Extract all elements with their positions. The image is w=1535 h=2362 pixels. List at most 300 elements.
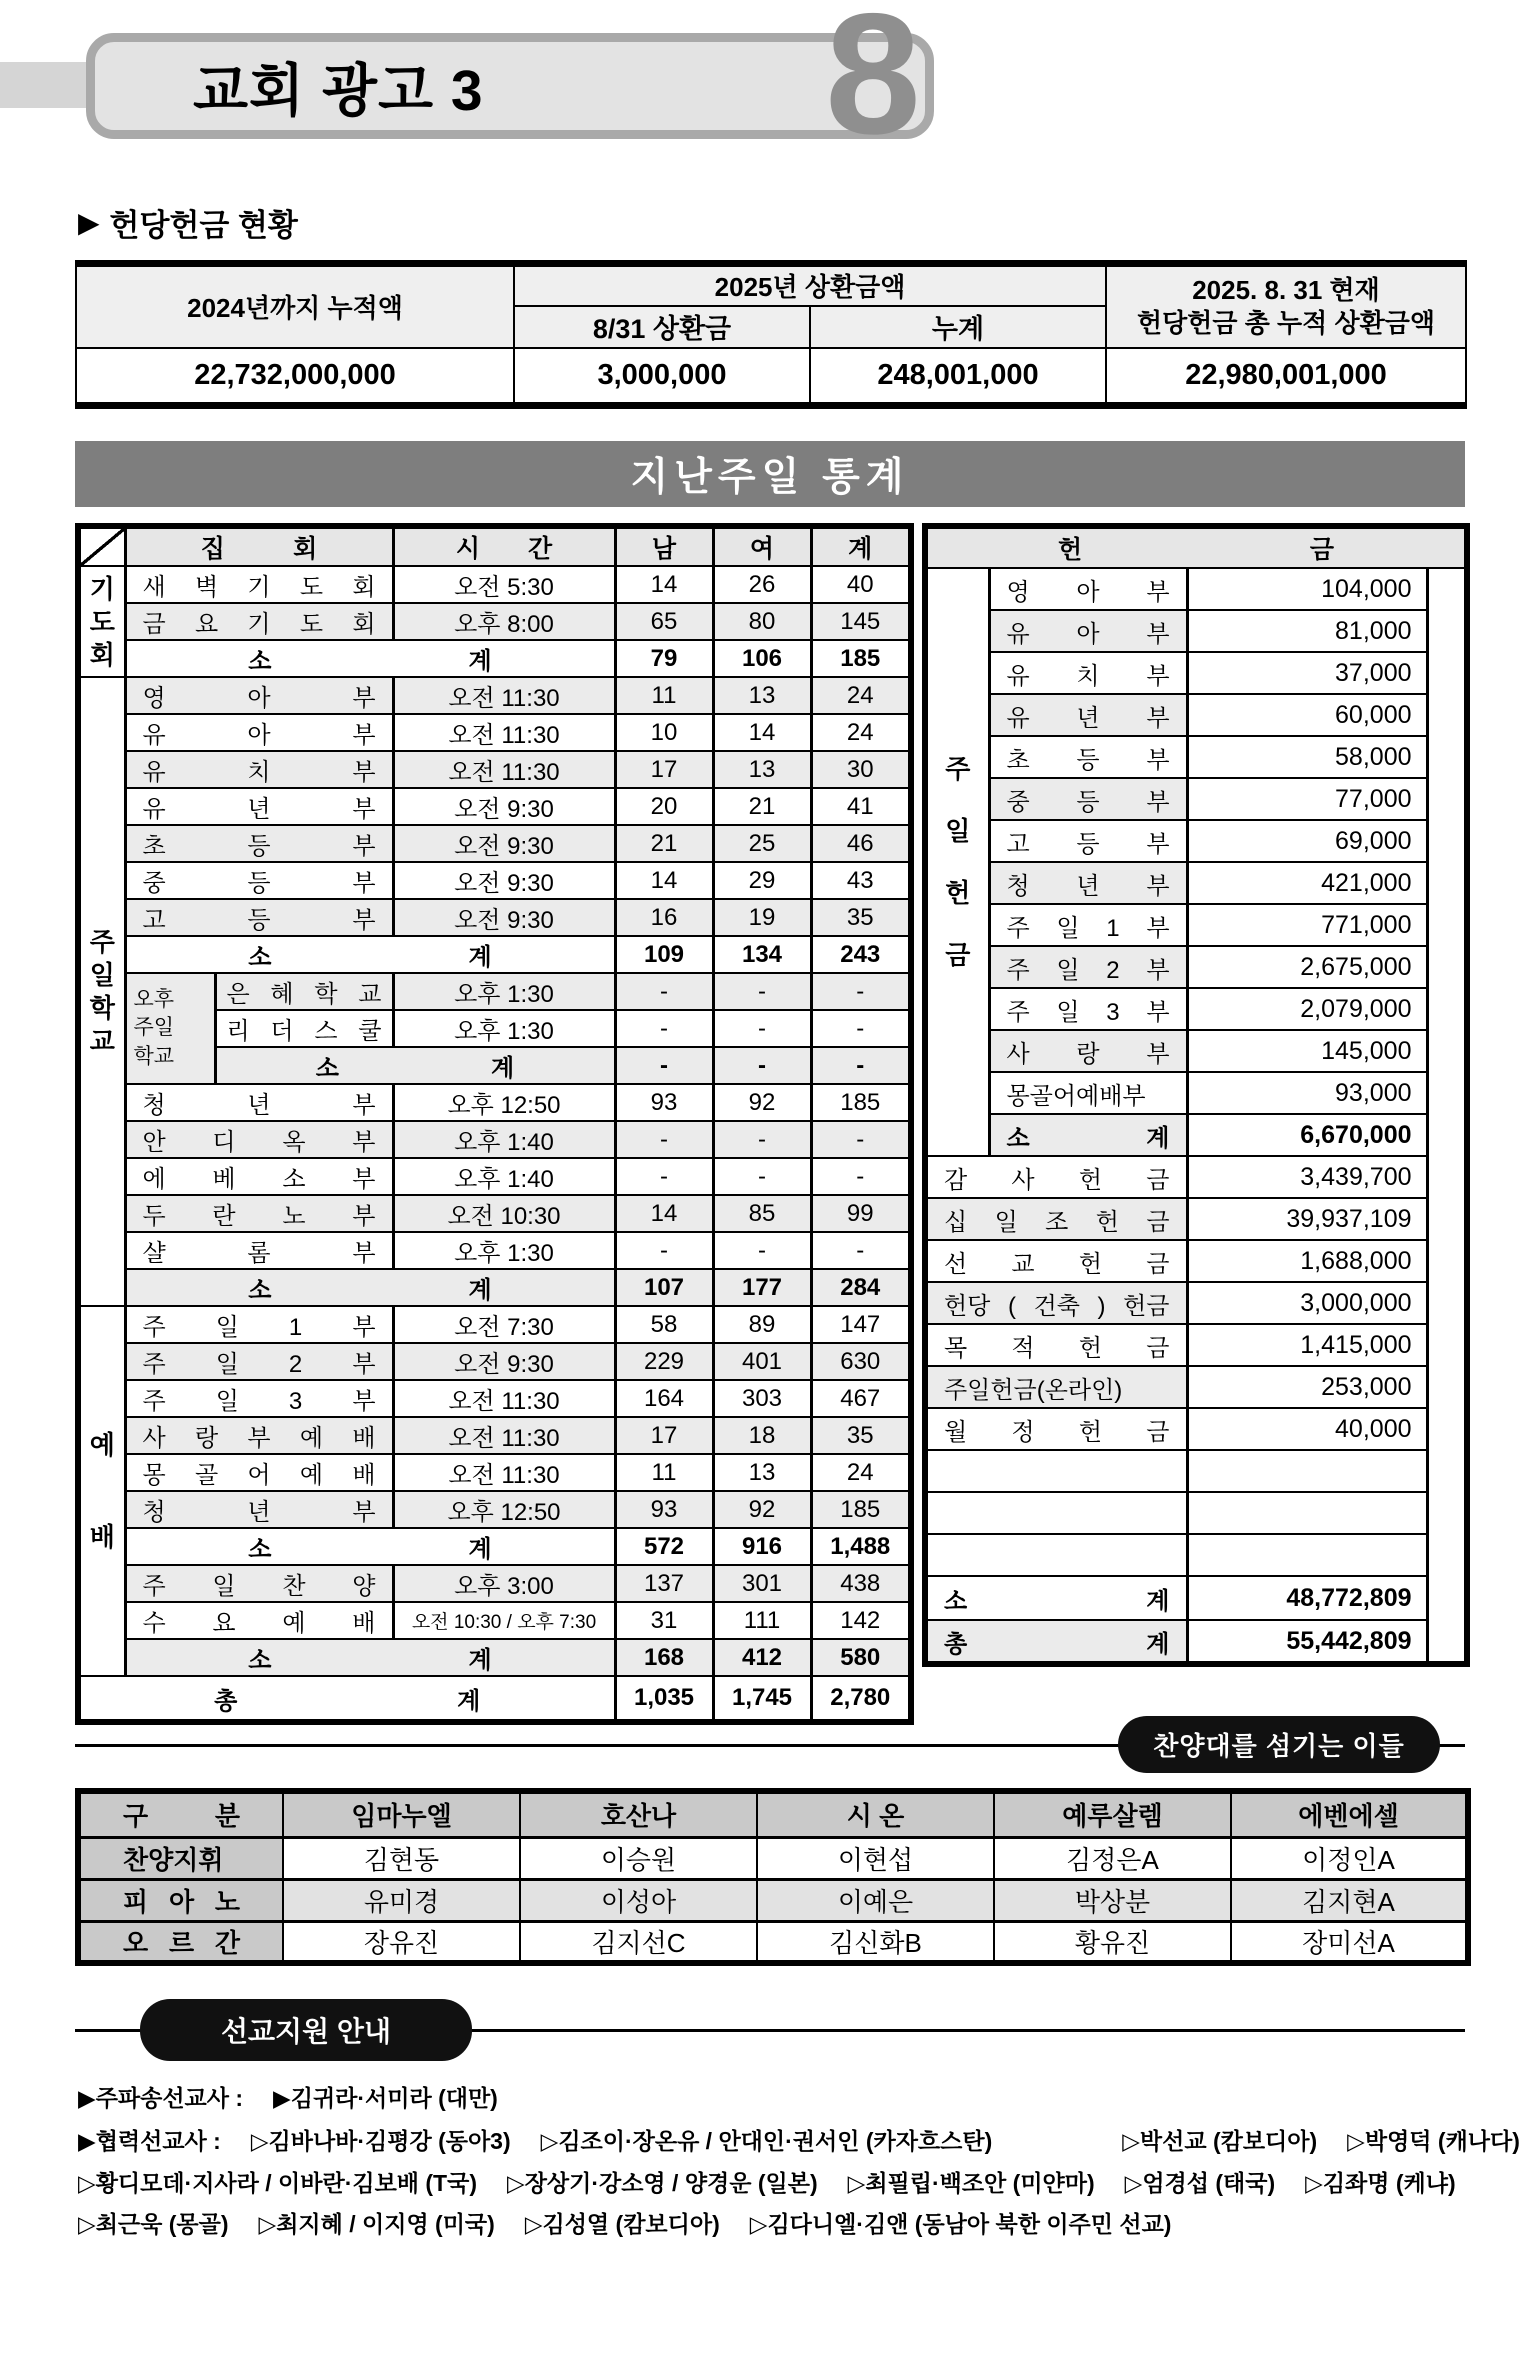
choir-header-team: 에벤에셀 <box>1231 1791 1468 1837</box>
offering-label-cell: 유 년 부 <box>989 694 1187 736</box>
meeting-label-cell: 유 치 부 <box>125 751 393 788</box>
meeting-label-cell: 에 베 소 부 <box>125 1158 393 1195</box>
male-count-cell: 21 <box>615 825 713 862</box>
female-count-cell: 80 <box>713 603 811 640</box>
offering-amount-cell: 2,079,000 <box>1187 988 1427 1030</box>
meeting-label-cell: 은 혜 학 교 <box>215 973 393 1010</box>
offering-amount-cell: 37,000 <box>1187 652 1427 694</box>
triangle-marker-icon: ▶ <box>78 207 100 238</box>
offering-amount-cell: 3,000,000 <box>1187 1282 1427 1324</box>
offering-amount-cell: 771,000 <box>1187 904 1427 946</box>
offering-label-cell: 고 등 부 <box>989 820 1187 862</box>
time-cell: 오전 11:30 <box>393 714 615 751</box>
offering-row <box>925 1282 1467 1324</box>
dedication-value-until2024: 22,732,000,000 <box>76 348 514 406</box>
offering-label-cell: 중 등 부 <box>989 778 1187 820</box>
choir-name-cell: 김신화B <box>757 1921 994 1963</box>
group-label-cell: 기 도 회 <box>78 566 125 677</box>
male-count-cell: 109 <box>615 936 713 973</box>
meeting-label-cell: 유 아 부 <box>125 714 393 751</box>
meeting-label-cell: 새 벽 기 도 회 <box>125 566 393 603</box>
total-count-cell: 185 <box>811 1084 911 1121</box>
female-count-cell: 14 <box>713 714 811 751</box>
meeting-label-cell: 중 등 부 <box>125 862 393 899</box>
missionary-item: ▷황디모데·지사라 / 이바란·김보배 (T국) <box>78 2170 477 2196</box>
meeting-label-cell: 안 디 옥 부 <box>125 1121 393 1158</box>
total-count-cell: 142 <box>811 1602 911 1639</box>
attendance-row <box>78 1380 911 1417</box>
offering-row <box>925 1198 1467 1240</box>
offering-label-cell: 초 등 부 <box>989 736 1187 778</box>
mission-line <box>78 2165 1478 2198</box>
attendance-row <box>78 899 911 936</box>
total-count-cell: - <box>811 1232 911 1269</box>
female-count-cell: 401 <box>713 1343 811 1380</box>
time-cell: 오전 11:30 <box>393 1417 615 1454</box>
meeting-label-cell: 주 일 찬 양 <box>125 1565 393 1602</box>
total-count-cell: 41 <box>811 788 911 825</box>
male-count-cell: 31 <box>615 1602 713 1639</box>
attendance-header-meeting: 집 회 <box>125 526 393 566</box>
male-count-cell: - <box>615 1232 713 1269</box>
male-count-cell: 137 <box>615 1565 713 1602</box>
male-count-cell: 572 <box>615 1528 713 1565</box>
offerings-table <box>922 523 1470 1667</box>
meeting-label-cell: 사 랑 부 예 배 <box>125 1417 393 1454</box>
choir-name-cell: 이현섭 <box>757 1837 994 1879</box>
dedication-value-cumulative: 248,001,000 <box>810 348 1106 406</box>
attendance-row <box>78 788 911 825</box>
dedication-value-month: 3,000,000 <box>514 348 810 406</box>
male-count-cell: 10 <box>615 714 713 751</box>
male-count-cell: 20 <box>615 788 713 825</box>
female-count-cell: 134 <box>713 936 811 973</box>
offering-amount-cell <box>1187 1492 1427 1534</box>
total-count-cell: 35 <box>811 1417 911 1454</box>
total-count-cell: 24 <box>811 1454 911 1491</box>
meeting-label-cell: 청 년 부 <box>125 1084 393 1121</box>
total-count-cell: 1,488 <box>811 1528 911 1565</box>
total-count-cell: 147 <box>811 1306 911 1343</box>
time-cell: 오전 9:30 <box>393 788 615 825</box>
female-count-cell: - <box>713 1010 811 1047</box>
offering-label-cell: 유 아 부 <box>989 610 1187 652</box>
offering-label-cell: 헌당 ( 건축 ) 헌금 <box>925 1282 1187 1324</box>
male-count-cell: 11 <box>615 1454 713 1491</box>
missionary-item: ▷최지혜 / 이지영 (미국) <box>258 2211 495 2237</box>
attendance-row <box>78 1639 911 1676</box>
offering-label-cell: 주 일 3 부 <box>989 988 1187 1030</box>
time-cell: 오후 1:40 <box>393 1158 615 1195</box>
offering-amount-cell: 421,000 <box>1187 862 1427 904</box>
attendance-header-total: 계 <box>811 526 911 566</box>
male-count-cell: 229 <box>615 1343 713 1380</box>
choir-header-team: 예루살렘 <box>994 1791 1231 1837</box>
choir-name-cell: 김현동 <box>283 1837 520 1879</box>
offering-label-cell <box>925 1492 1187 1534</box>
attendance-row <box>78 862 911 899</box>
total-count-cell: 438 <box>811 1565 911 1602</box>
attendance-row <box>78 1343 911 1380</box>
time-cell: 오후 12:50 <box>393 1491 615 1528</box>
offering-row <box>925 736 1467 778</box>
total-count-cell: 185 <box>811 640 911 677</box>
female-count-cell: 177 <box>713 1269 811 1306</box>
offering-row <box>925 1030 1467 1072</box>
offering-label-cell: 월 정 헌 금 <box>925 1408 1187 1450</box>
offering-row <box>925 904 1467 946</box>
time-cell: 오후 12:50 <box>393 1084 615 1121</box>
choir-header-team: 호산나 <box>520 1791 757 1837</box>
offering-label-cell: 십 일 조 헌 금 <box>925 1198 1187 1240</box>
choir-row <box>78 1879 1468 1921</box>
female-count-cell: - <box>713 1158 811 1195</box>
total-count-cell: - <box>811 1010 911 1047</box>
dedication-header-until2024: 2024년까지 누적액 <box>76 264 514 348</box>
header-accent-band <box>0 62 98 108</box>
time-cell: 오전 9:30 <box>393 862 615 899</box>
female-count-cell: 301 <box>713 1565 811 1602</box>
male-count-cell: 58 <box>615 1306 713 1343</box>
meeting-label-cell: 고 등 부 <box>125 899 393 936</box>
time-cell: 오전 9:30 <box>393 1343 615 1380</box>
female-count-cell: 13 <box>713 1454 811 1491</box>
offering-row <box>925 1450 1467 1492</box>
subtotal-label-cell: 소 계 <box>125 1528 615 1565</box>
meeting-label-cell: 두 란 노 부 <box>125 1195 393 1232</box>
female-count-cell: 18 <box>713 1417 811 1454</box>
missionary-item: ▷김조이·장온유 / 안대인·권서인 (카자흐스탄) <box>540 2128 993 2154</box>
female-count-cell: - <box>713 973 811 1010</box>
time-cell: 오후 8:00 <box>393 603 615 640</box>
female-count-cell: 89 <box>713 1306 811 1343</box>
time-cell: 오전 11:30 <box>393 1454 615 1491</box>
attendance-row <box>78 1121 911 1158</box>
male-count-cell: 65 <box>615 603 713 640</box>
female-count-cell: 106 <box>713 640 811 677</box>
missionary-item: ▷박영덕 (캐나다) <box>1347 2128 1520 2154</box>
attendance-row <box>78 1084 911 1121</box>
female-count-cell: 111 <box>713 1602 811 1639</box>
time-cell: 오전 9:30 <box>393 825 615 862</box>
meeting-label-cell: 리 더 스 쿨 <box>215 1010 393 1047</box>
offering-amount-cell: 48,772,809 <box>1187 1576 1427 1620</box>
total-count-cell: 30 <box>811 751 911 788</box>
offering-amount-cell: 55,442,809 <box>1187 1620 1427 1664</box>
dedication-header-cumulative: 누계 <box>810 306 1106 348</box>
offering-row <box>925 1156 1467 1198</box>
female-count-cell: - <box>713 1121 811 1158</box>
offering-row <box>925 1492 1467 1534</box>
choir-name-cell: 김지현A <box>1231 1879 1468 1921</box>
male-count-cell: 14 <box>615 862 713 899</box>
missionary-item: ▷김바나바·김평강 (동아3) <box>250 2128 511 2154</box>
male-count-cell: 79 <box>615 640 713 677</box>
offering-amount-cell: 1,415,000 <box>1187 1324 1427 1366</box>
male-count-cell: 107 <box>615 1269 713 1306</box>
attendance-header-time: 시 간 <box>393 526 615 566</box>
time-cell: 오전 11:30 <box>393 677 615 714</box>
mission-line <box>78 2080 1478 2113</box>
offering-amount-cell: 104,000 <box>1187 568 1427 610</box>
total-count-cell: 2,780 <box>811 1676 911 1722</box>
stats-title-bar: 지난주일 통계 <box>75 441 1465 507</box>
offering-row <box>925 820 1467 862</box>
attendance-row <box>78 1195 911 1232</box>
female-count-cell: 26 <box>713 566 811 603</box>
missionary-item: ▷장상기·강소영 / 양경운 (일본) <box>507 2170 818 2196</box>
subtotal-label-cell: 소 계 <box>125 1269 615 1306</box>
female-count-cell: 13 <box>713 751 811 788</box>
missionary-item: ▷김다니엘·김앤 (동남아 북한 이주민 선교) <box>749 2211 1172 2237</box>
choir-name-cell: 이성아 <box>520 1879 757 1921</box>
choir-name-cell: 유미경 <box>283 1879 520 1921</box>
time-cell: 오전 10:30 <box>393 1195 615 1232</box>
subtotal-label-cell: 소 계 <box>125 640 615 677</box>
offering-row <box>925 988 1467 1030</box>
offering-row <box>925 568 1467 610</box>
female-count-cell: - <box>713 1047 811 1084</box>
total-count-cell: 185 <box>811 1491 911 1528</box>
attendance-header-male: 남 <box>615 526 713 566</box>
offering-amount-cell: 77,000 <box>1187 778 1427 820</box>
attendance-row <box>78 1158 911 1195</box>
male-count-cell: 17 <box>615 1417 713 1454</box>
offering-amount-cell: 6,670,000 <box>1187 1114 1427 1156</box>
offering-label-cell: 감 사 헌 금 <box>925 1156 1187 1198</box>
meeting-label-cell: 샬 롬 부 <box>125 1232 393 1269</box>
choir-name-cell: 이예은 <box>757 1879 994 1921</box>
total-count-cell: 35 <box>811 899 911 936</box>
time-cell: 오후 1:30 <box>393 1232 615 1269</box>
offering-label-cell: 선 교 헌 금 <box>925 1240 1187 1282</box>
attendance-row <box>78 603 911 640</box>
choir-role-cell: 찬양지휘 <box>78 1837 283 1879</box>
attendance-row <box>78 751 911 788</box>
meeting-label-cell: 몽 골 어 예 배 <box>125 1454 393 1491</box>
male-count-cell: 14 <box>615 566 713 603</box>
missionary-item: ▷박선교 (캄보디아) <box>1122 2128 1318 2154</box>
total-count-cell: 243 <box>811 936 911 973</box>
blank-cell <box>1427 568 1467 1664</box>
mission-line <box>78 2206 1478 2239</box>
attendance-row <box>78 1602 911 1639</box>
male-count-cell: 93 <box>615 1084 713 1121</box>
page-number: 8 <box>825 0 921 170</box>
grand-total-label-cell: 총 계 <box>78 1676 615 1722</box>
meeting-label-cell: 주 일 3 부 <box>125 1380 393 1417</box>
offering-row <box>925 1576 1467 1620</box>
offering-row <box>925 1240 1467 1282</box>
attendance-header-female: 여 <box>713 526 811 566</box>
male-count-cell: - <box>615 1010 713 1047</box>
total-count-cell: 99 <box>811 1195 911 1232</box>
male-count-cell: - <box>615 1047 713 1084</box>
offering-amount-cell: 60,000 <box>1187 694 1427 736</box>
time-cell: 오후 1:30 <box>393 973 615 1010</box>
time-cell: 오전 9:30 <box>393 899 615 936</box>
offering-label-cell: 주 일 2 부 <box>989 946 1187 988</box>
total-count-cell: - <box>811 1047 911 1084</box>
choir-name-cell: 이정인A <box>1231 1837 1468 1879</box>
time-cell: 오후 1:30 <box>393 1010 615 1047</box>
dedication-header-current <box>1106 264 1466 348</box>
dedication-header-current-line2: 헌당헌금 총 누적 상환금액 <box>1137 307 1435 338</box>
total-count-cell: 43 <box>811 862 911 899</box>
time-cell: 오전 10:30 / 오후 7:30 <box>393 1602 615 1639</box>
female-count-cell: 92 <box>713 1491 811 1528</box>
attendance-row <box>78 936 911 973</box>
female-count-cell: 19 <box>713 899 811 936</box>
female-count-cell: 303 <box>713 1380 811 1417</box>
attendance-row <box>78 677 911 714</box>
subtotal-label-cell: 소 계 <box>215 1047 615 1084</box>
meeting-label-cell: 금 요 기 도 회 <box>125 603 393 640</box>
subtotal-label-cell: 소 계 <box>125 1639 615 1676</box>
mission-line <box>78 2123 1520 2156</box>
mission-line-label: ▶주파송선교사 : <box>78 2085 244 2111</box>
male-count-cell: 11 <box>615 677 713 714</box>
female-count-cell: 21 <box>713 788 811 825</box>
offering-label-cell: 주 일 1 부 <box>989 904 1187 946</box>
missionary-item: ▷최필립·백조안 (미얀마) <box>847 2170 1095 2196</box>
offering-label-cell: 몽골어예배부 <box>989 1072 1187 1114</box>
male-count-cell: 14 <box>615 1195 713 1232</box>
offering-amount-cell <box>1187 1450 1427 1492</box>
offerings-header: 헌 금 <box>925 526 1467 568</box>
offering-amount-cell: 39,937,109 <box>1187 1198 1427 1240</box>
choir-name-cell: 이승원 <box>520 1837 757 1879</box>
offering-amount-cell: 93,000 <box>1187 1072 1427 1114</box>
male-count-cell: 16 <box>615 899 713 936</box>
dedication-heading <box>78 200 298 245</box>
time-cell: 오전 11:30 <box>393 1380 615 1417</box>
meeting-label-cell: 초 등 부 <box>125 825 393 862</box>
offering-label-cell: 소 계 <box>989 1114 1187 1156</box>
offering-label-cell: 주일헌금(온라인) <box>925 1366 1187 1408</box>
attendance-row <box>78 1232 911 1269</box>
missionary-item: ▷김성열 (캄보디아) <box>524 2211 720 2237</box>
offering-row <box>925 652 1467 694</box>
offering-amount-cell: 81,000 <box>1187 610 1427 652</box>
group-label-cell: 주 일 학 교 <box>78 677 125 1306</box>
total-count-cell: 46 <box>811 825 911 862</box>
offering-amount-cell: 145,000 <box>1187 1030 1427 1072</box>
attendance-row <box>78 1269 911 1306</box>
time-cell: 오전 7:30 <box>393 1306 615 1343</box>
choir-name-cell: 김정은A <box>994 1837 1231 1879</box>
choir-name-cell: 장유진 <box>283 1921 520 1963</box>
attendance-row <box>78 566 911 603</box>
offering-amount-cell: 69,000 <box>1187 820 1427 862</box>
attendance-row <box>78 1454 911 1491</box>
total-count-cell: 630 <box>811 1343 911 1380</box>
offering-row <box>925 1072 1467 1114</box>
attendance-row <box>78 1565 911 1602</box>
total-count-cell: 467 <box>811 1380 911 1417</box>
offering-amount-cell: 1,688,000 <box>1187 1240 1427 1282</box>
diagonal-cell <box>78 526 125 566</box>
meeting-label-cell: 주 일 2 부 <box>125 1343 393 1380</box>
total-count-cell: - <box>811 973 911 1010</box>
time-cell: 오전 5:30 <box>393 566 615 603</box>
female-count-cell: 85 <box>713 1195 811 1232</box>
total-count-cell: 284 <box>811 1269 911 1306</box>
mission-line-label: ▶협력선교사 : <box>78 2128 221 2154</box>
female-count-cell: 412 <box>713 1639 811 1676</box>
choir-name-cell: 황유진 <box>994 1921 1231 1963</box>
male-count-cell: 17 <box>615 751 713 788</box>
attendance-row <box>78 825 911 862</box>
choir-row <box>78 1837 1468 1879</box>
choir-grid <box>75 1788 1471 1966</box>
female-count-cell: 1,745 <box>713 1676 811 1722</box>
stats-grid <box>922 523 1470 1667</box>
offering-amount-cell: 253,000 <box>1187 1366 1427 1408</box>
group-label-cell: 주 일 헌 금 <box>925 568 989 1156</box>
mission-badge: 선교지원 안내 <box>140 1999 472 2061</box>
female-count-cell: 25 <box>713 825 811 862</box>
choir-table <box>75 1788 1471 1966</box>
time-cell: 오전 11:30 <box>393 751 615 788</box>
page-title: 교회 광고 3 <box>193 59 484 123</box>
attendance-row <box>78 1528 911 1565</box>
missionary-item: ▷김좌명 (케냐) <box>1305 2170 1456 2196</box>
meeting-label-cell: 영 아 부 <box>125 677 393 714</box>
offering-amount-cell <box>1187 1534 1427 1576</box>
offering-label-cell: 사 랑 부 <box>989 1030 1187 1072</box>
offering-label-cell <box>925 1450 1187 1492</box>
choir-header-team: 임마누엘 <box>283 1791 520 1837</box>
time-cell: 오후 3:00 <box>393 1565 615 1602</box>
male-count-cell: 1,035 <box>615 1676 713 1722</box>
male-count-cell: 93 <box>615 1491 713 1528</box>
missionary-item: ▷엄경섭 (태국) <box>1124 2170 1276 2196</box>
subtotal-label-cell: 소 계 <box>125 936 615 973</box>
offering-label-cell: 총 계 <box>925 1620 1187 1664</box>
dedication-header-month: 8/31 상환금 <box>514 306 810 348</box>
stats-grid <box>75 523 914 1725</box>
meeting-label-cell: 청 년 부 <box>125 1491 393 1528</box>
attendance-row <box>78 1417 911 1454</box>
missions-list <box>78 2080 1520 2260</box>
missionary-item: ▶김귀라·서미라 (대만) <box>273 2085 498 2111</box>
offering-label-cell: 청 년 부 <box>989 862 1187 904</box>
offering-amount-cell: 2,675,000 <box>1187 946 1427 988</box>
offering-row <box>925 1366 1467 1408</box>
offering-row <box>925 1324 1467 1366</box>
choir-header-category: 구 분 <box>78 1791 283 1837</box>
offering-row <box>925 1534 1467 1576</box>
missionary-item: ▷최근욱 (몽골) <box>78 2211 229 2237</box>
offering-row <box>925 946 1467 988</box>
attendance-table <box>75 523 914 1725</box>
total-count-cell: 24 <box>811 714 911 751</box>
offering-label-cell: 목 적 헌 금 <box>925 1324 1187 1366</box>
dedication-value-total: 22,980,001,000 <box>1106 348 1466 406</box>
attendance-row <box>78 1491 911 1528</box>
male-count-cell: - <box>615 1158 713 1195</box>
offering-row <box>925 778 1467 820</box>
meeting-label-cell: 유 년 부 <box>125 788 393 825</box>
female-count-cell: 916 <box>713 1528 811 1565</box>
choir-role-cell: 오 르 간 <box>78 1921 283 1963</box>
choir-role-cell: 피 아 노 <box>78 1879 283 1921</box>
offering-row <box>925 862 1467 904</box>
offering-amount-cell: 40,000 <box>1187 1408 1427 1450</box>
offering-amount-cell: 58,000 <box>1187 736 1427 778</box>
offering-row <box>925 1114 1467 1156</box>
